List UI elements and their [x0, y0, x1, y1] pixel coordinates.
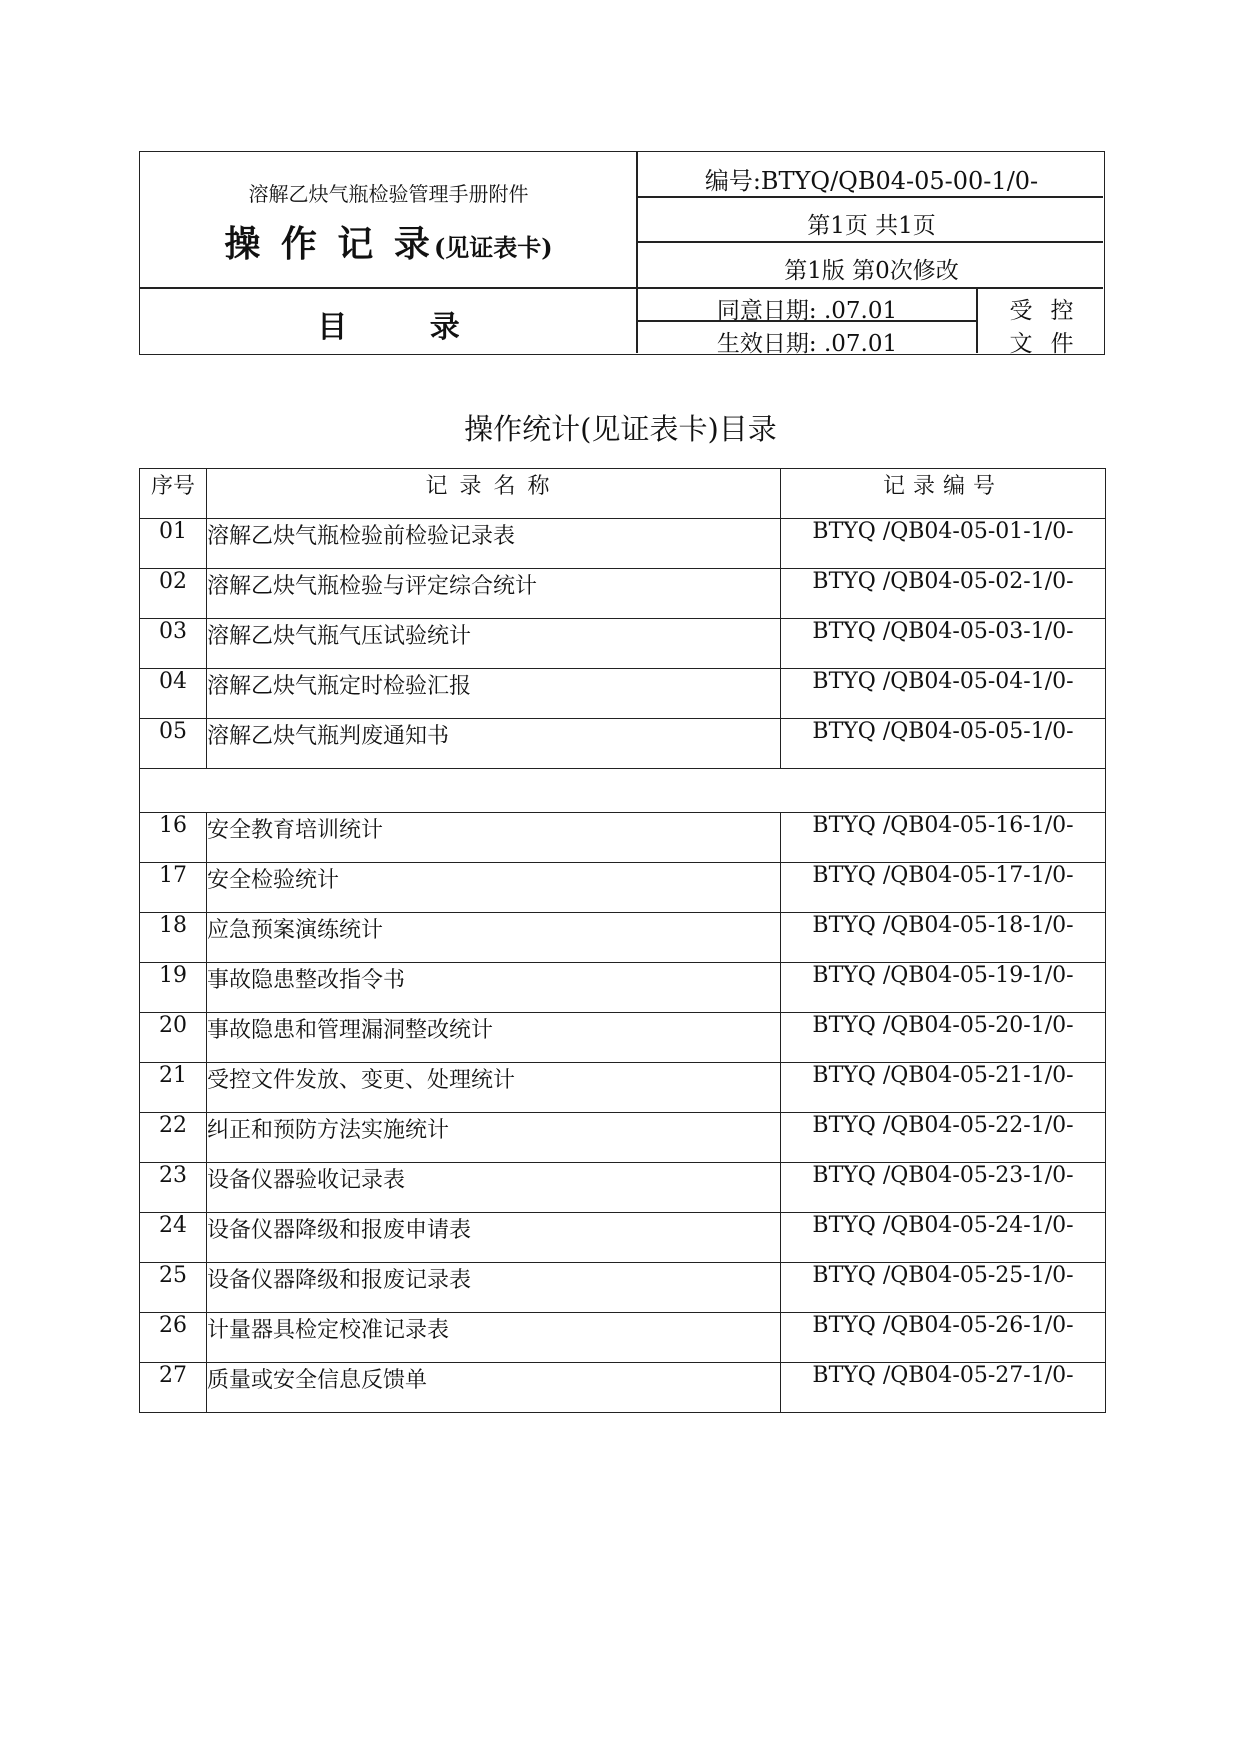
row-number: 18: [140, 913, 207, 963]
record-code: BTYQ /QB04-05-16-1/0-: [781, 813, 1106, 863]
row-number: 24: [140, 1213, 207, 1263]
record-name: 纠正和预防方法实施统计: [207, 1113, 781, 1163]
record-code: BTYQ /QB04-05-02-1/0-: [781, 569, 1106, 619]
row-number: 27: [140, 1363, 207, 1413]
table-gap: [140, 769, 1106, 813]
record-name: 溶解乙炔气瓶检验前检验记录表: [207, 519, 781, 569]
record-name: 事故隐患整改指令书: [207, 963, 781, 1013]
col-header-name: 记录名称: [207, 469, 781, 519]
table-body-b: [140, 813, 1106, 1413]
record-code: BTYQ /QB04-05-18-1/0-: [781, 913, 1106, 963]
row-number: 22: [140, 1113, 207, 1163]
record-name: 溶解乙炔气瓶检验与评定综合统计: [207, 569, 781, 619]
record-code: BTYQ /QB04-05-20-1/0-: [781, 1013, 1106, 1063]
table-row: [140, 1063, 1106, 1113]
row-number: 01: [140, 519, 207, 569]
divider: [636, 196, 1103, 198]
table-row: [140, 1113, 1106, 1163]
controlled-label-1: 受控: [1009, 298, 1092, 324]
table-row: [140, 669, 1106, 719]
record-code: BTYQ /QB04-05-17-1/0-: [781, 863, 1106, 913]
title-main: 操 作 记 录: [224, 223, 434, 265]
row-number: 16: [140, 813, 207, 863]
table-row: [140, 1013, 1106, 1063]
record-name: 质量或安全信息反馈单: [207, 1363, 781, 1413]
record-name: 溶解乙炔气瓶判废通知书: [207, 719, 781, 769]
col-header-number: 序号: [140, 469, 207, 519]
table-row: [140, 519, 1106, 569]
section-label: 目 录: [317, 310, 496, 345]
row-number: 03: [140, 619, 207, 669]
record-name: 溶解乙炔气瓶气压试验统计: [207, 619, 781, 669]
blank-cell: [140, 769, 1106, 813]
record-code: BTYQ /QB04-05-21-1/0-: [781, 1063, 1106, 1113]
agree-date: 同意日期: .07.01: [716, 298, 898, 324]
record-name: 溶解乙炔气瓶定时检验汇报: [207, 669, 781, 719]
table-row: [140, 1263, 1106, 1313]
row-number: 02: [140, 569, 207, 619]
record-code: BTYQ /QB04-05-27-1/0-: [781, 1363, 1106, 1413]
record-name: 计量器具检定校准记录表: [207, 1313, 781, 1363]
effective-date: 生效日期: .07.01: [716, 331, 898, 357]
record-code: BTYQ /QB04-05-26-1/0-: [781, 1313, 1106, 1363]
document-header: [139, 151, 1105, 355]
controlled-label-2: 文件: [1009, 331, 1092, 357]
table-row: [140, 1213, 1106, 1263]
record-code: BTYQ /QB04-05-19-1/0-: [781, 963, 1106, 1013]
record-code: BTYQ /QB04-05-03-1/0-: [781, 619, 1106, 669]
col-header-code: 记录编号: [781, 469, 1106, 519]
record-name: 设备仪器验收记录表: [207, 1163, 781, 1213]
record-code: BTYQ /QB04-05-01-1/0-: [781, 519, 1106, 569]
row-number: 20: [140, 1013, 207, 1063]
record-name: 受控文件发放、变更、处理统计: [207, 1063, 781, 1113]
record-code: BTYQ /QB04-05-04-1/0-: [781, 669, 1106, 719]
record-code: BTYQ /QB04-05-05-1/0-: [781, 719, 1106, 769]
title-paren: (见证表卡): [433, 233, 553, 262]
section-title: 操作统计(见证表卡)目录: [464, 412, 777, 446]
row-number: 17: [140, 863, 207, 913]
table-row: [140, 1313, 1106, 1363]
row-number: 23: [140, 1163, 207, 1213]
row-number: 26: [140, 1313, 207, 1363]
record-name: 安全检验统计: [207, 863, 781, 913]
table-header-row: [140, 469, 1106, 519]
table-body-a: [140, 519, 1106, 769]
table-row: [140, 1363, 1106, 1413]
table-row: [140, 863, 1106, 913]
table-row: [140, 1163, 1106, 1213]
page-info: 第1页 共1页: [807, 213, 936, 239]
row-number: 04: [140, 669, 207, 719]
record-table: [139, 468, 1106, 1413]
record-code: BTYQ /QB04-05-22-1/0-: [781, 1113, 1106, 1163]
table-row: [140, 813, 1106, 863]
row-number: 21: [140, 1063, 207, 1113]
manual-subtitle: 溶解乙炔气瓶检验管理手册附件: [248, 182, 529, 206]
record-code: BTYQ /QB04-05-23-1/0-: [781, 1163, 1106, 1213]
table-row: [140, 913, 1106, 963]
table-row: [140, 569, 1106, 619]
record-name: 应急预案演练统计: [207, 913, 781, 963]
row-number: 19: [140, 963, 207, 1013]
blank-row: [140, 769, 1106, 813]
table-row: [140, 963, 1106, 1013]
row-number: 05: [140, 719, 207, 769]
divider: [140, 287, 1103, 289]
edition-info: 第1版 第0次修改: [784, 258, 959, 284]
record-code: BTYQ /QB04-05-24-1/0-: [781, 1213, 1106, 1263]
record-name: 事故隐患和管理漏洞整改统计: [207, 1013, 781, 1063]
record-name: 安全教育培训统计: [207, 813, 781, 863]
record-code: BTYQ /QB04-05-25-1/0-: [781, 1263, 1106, 1313]
record-name: 设备仪器降级和报废记录表: [207, 1263, 781, 1313]
document-title: [140, 216, 637, 267]
document-code: 编号:BTYQ/QB04-05-00-1/0-: [704, 167, 1039, 195]
table-row: [140, 619, 1106, 669]
row-number: 25: [140, 1263, 207, 1313]
divider: [636, 241, 1103, 243]
record-name: 设备仪器降级和报废申请表: [207, 1213, 781, 1263]
table-row: [140, 719, 1106, 769]
